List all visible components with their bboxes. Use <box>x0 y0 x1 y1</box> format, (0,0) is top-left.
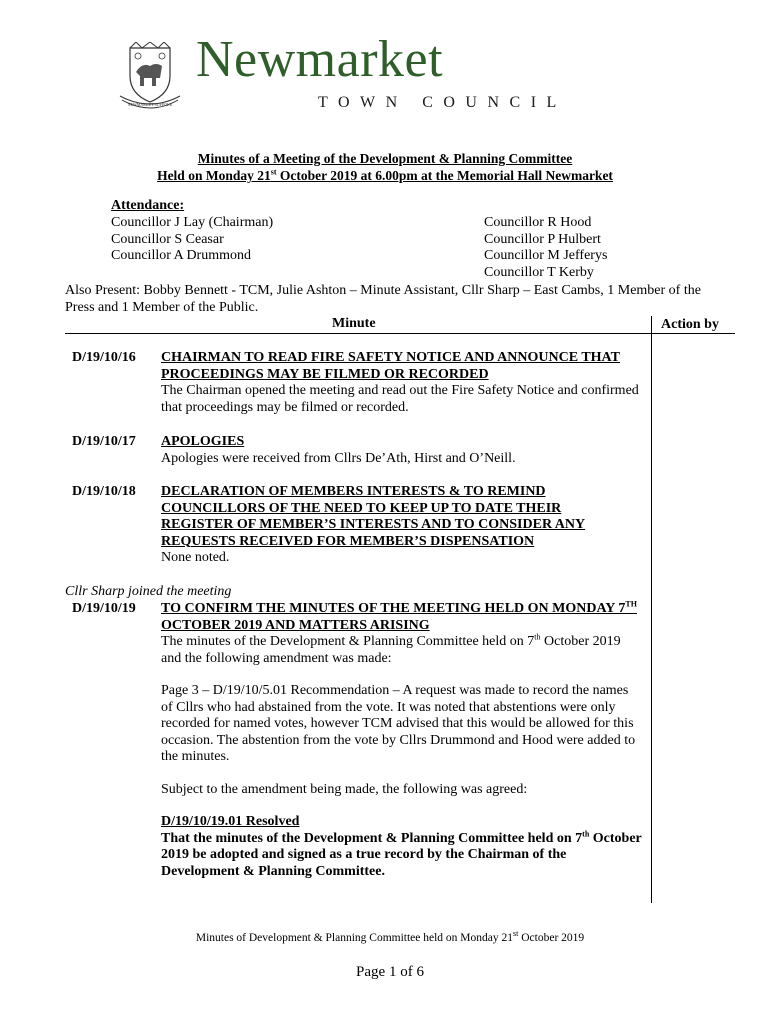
attendee: Councillor J Lay (Chairman) <box>111 215 274 230</box>
brand-name: Newmarket <box>196 31 444 88</box>
item-heading: CHAIRMAN TO READ FIRE SAFETY NOTICE AND ANNOUNCE THAT PROCEEDINGS MAY BE FILMED OR RECORDED <box>161 350 620 382</box>
item-body: None noted. <box>161 550 230 565</box>
resolution-ref: D/19/10/19.01 Resolved <box>161 814 300 829</box>
attendance-right-column <box>484 215 607 281</box>
minute-ref: D/19/10/16 <box>72 350 136 365</box>
meeting-note: Cllr Sharp joined the meeting <box>65 584 232 599</box>
minute-item <box>161 350 643 416</box>
item-heading: DECLARATION OF MEMBERS INTERESTS & TO REMIND COUNCILLORS OF THE NEED TO KEEP UP TO DATE THEIR REGISTER OF MEMBER’S INTERESTS AND TO CONSIDER ANY REQUESTS RECEIVED FOR MEMBER’S DISPENSATION <box>161 484 586 549</box>
item-heading: APOLOGIES <box>161 434 245 449</box>
header-rule <box>65 333 735 334</box>
attendee: Councillor M Jefferys <box>484 248 608 263</box>
item-body: Subject to the amendment being made, the following was agreed: <box>161 781 528 797</box>
item-heading: TO CONFIRM THE MINUTES OF THE MEETING HELD ON MONDAY 7TH OCTOBER 2019 AND MATTERS ARISING <box>161 599 637 633</box>
item-body: The minutes of the Development & Planning Committee held on 7th October 2019 and the following amendment was made: <box>161 632 621 666</box>
attendee: Councillor S Ceasar <box>111 231 224 247</box>
item-body: The Chairman opened the meeting and read out the Fire Safety Notice and confirmed that proceedings may be filmed or recorded. <box>161 383 639 415</box>
minute-ref: D/19/10/17 <box>72 434 136 449</box>
column-divider <box>651 316 652 333</box>
attendance-left-column <box>111 215 273 265</box>
footer-text: Minutes of Development & Planning Committee held on Monday 21st October 2019 <box>195 929 585 944</box>
page-number: Page 1 of 6 <box>356 964 424 980</box>
also-present: Also Present: Bobby Bennett - TCM, Julie Ashton – Minute Assistant, Cllr Sharp – East Cambs, 1 Member of the Press and 1 Member of the Public. <box>65 283 701 315</box>
document-title-line2: Held on Monday 21st October 2019 at 6.00pm at the Memorial Hall Newmarket <box>157 167 613 183</box>
attendee: Councillor T Kerby <box>484 264 594 280</box>
minute-ref: D/19/10/19 <box>72 601 136 616</box>
seal-text: NEWMARKET SUFFOLK <box>127 102 173 107</box>
attendee: Councillor R Hood <box>484 215 592 230</box>
minute-item <box>161 601 643 880</box>
council-crest-logo <box>116 42 184 110</box>
minute-item <box>161 434 643 467</box>
document-title-line1: Minutes of a Meeting of the Development & Planning Committee <box>197 151 573 166</box>
brand-subtitle: TOWN COUNCIL <box>318 94 567 111</box>
resolution-text: That the minutes of the Development & Planning Committee held on 7th October 2019 be adopted and signed as a true record by the Chairman of the Development & Planning Committee. <box>161 828 642 879</box>
minute-ref: D/19/10/18 <box>72 484 136 499</box>
item-body: Page 3 – D/19/10/5.01 Recommendation – A request was made to record the names of Cllrs who had abstained from the vote. It was noted that abstentions were only recorded for named votes, however TCM advised that this would be allowed for this occasion. The abstention from the vote by Cllrs Drummond and Hood were added to the minutes. <box>161 683 636 764</box>
minute-item <box>161 484 637 567</box>
column-divider <box>651 333 652 903</box>
action-column-header: Action by <box>661 317 719 332</box>
attendance-label: Attendance: <box>111 198 185 213</box>
attendee: Councillor P Hulbert <box>484 231 601 247</box>
attendee: Councillor A Drummond <box>111 248 251 263</box>
item-body: Apologies were received from Cllrs De’Ath, Hirst and O’Neill. <box>161 450 516 466</box>
minute-column-header: Minute <box>332 316 376 331</box>
